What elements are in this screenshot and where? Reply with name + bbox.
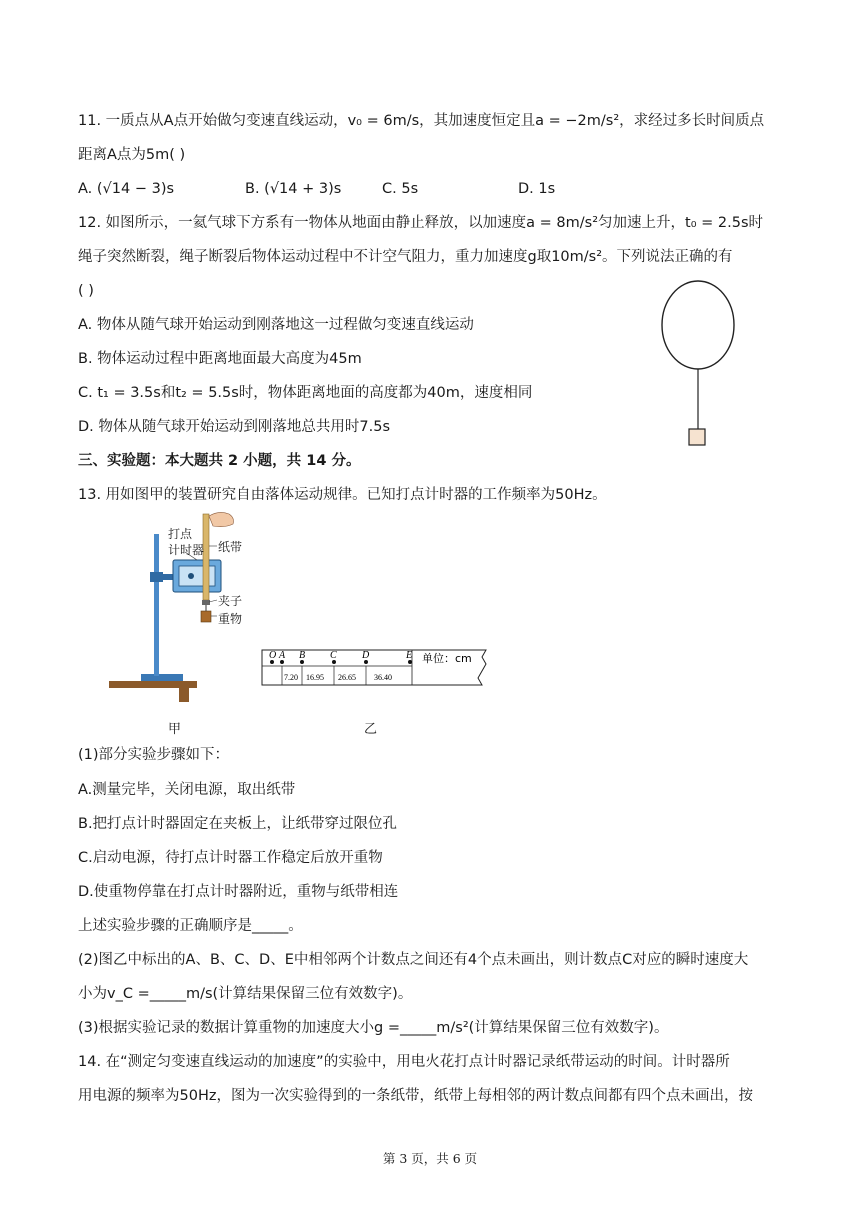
label-timer: 打点 计时器 xyxy=(168,527,205,557)
unit-label: 单位：cm xyxy=(422,652,472,665)
balloon-figure xyxy=(650,275,750,455)
q14-line-2: 用电源的频率为50Hz，图为一次实验得到的一条纸带，纸带上每相邻的两计数点间都有四个点未画出，按 xyxy=(78,1088,753,1104)
point-label-e: E xyxy=(406,650,413,661)
page-footer: 第 3 页，共 6 页 xyxy=(382,1151,478,1166)
label-weight: 重物 xyxy=(218,612,243,626)
q12-option-b: B. 物体运动过程中距离地面最大高度为45m xyxy=(78,351,362,367)
tape-figure xyxy=(258,644,490,690)
q12-line-2: 绳子突然断裂，绳子断裂后物体运动过程中不计空气阻力，重力加速度g取10m/s²。下列说法正确的有 xyxy=(78,249,733,265)
q12-option-c: C. t₁ = 3.5s和t₂ = 5.5s时，物体距离地面的高度都为40m，速度相同 xyxy=(78,385,533,401)
q13-step-d: D.使重物停靠在打点计时器附近，重物与纸带相连 xyxy=(78,884,399,900)
q13-step-a: A.测量完毕，关闭电源，取出纸带 xyxy=(78,782,296,798)
q11-line-2: 距离A点为5m( ) xyxy=(78,147,186,163)
q11-option-d: D. 1s xyxy=(518,181,556,197)
q13-intro: 13. 用如图甲的装置研究自由落体运动规律。已知打点计时器的工作频率为50Hz。 xyxy=(78,487,607,503)
table-top xyxy=(109,681,197,688)
q13-step-b: B.把打点计时器固定在夹板上，让纸带穿过限位孔 xyxy=(78,816,398,832)
table-leg xyxy=(179,688,189,702)
q13-part-3: (3)根据实验记录的数据计算重物的加速度大小g =_____m/s²(计算结果保留三位有效数字)。 xyxy=(78,1020,669,1036)
q13-part-1: (1)部分实验步骤如下： xyxy=(78,747,230,763)
q11-option-a: A. (√14 − 3)s xyxy=(78,181,175,197)
distance-bc: 26.65 xyxy=(338,673,356,682)
weight xyxy=(201,611,211,622)
hand xyxy=(209,512,234,526)
q12-line-1: 12. 如图所示，一氦气球下方系有一物体从地面由静止释放，以加速度a = 8m/s²匀加速上升，t₀ = 2.5s时 xyxy=(78,215,764,231)
section-3-heading: 三、实验题：本大题共 2 小题，共 14 分。 xyxy=(78,453,361,469)
point-label-a: A xyxy=(279,650,286,661)
point-label-c: C xyxy=(330,650,337,661)
hanging-object xyxy=(689,429,705,445)
point-label-b: B xyxy=(299,650,306,661)
q13-part-2b: 小为v_C =_____m/s(计算结果保留三位有效数字)。 xyxy=(78,986,413,1002)
balloon-shape xyxy=(662,281,734,369)
q11-option-c: C. 5s xyxy=(382,181,419,197)
q13-order: 上述实验步骤的正确顺序是_____。 xyxy=(78,918,303,934)
q11-line-1: 11. 一质点从A点开始做匀变速直线运动，v₀ = 6m/s，其加速度恒定且a = −2m/s²，求经过多长时间质点 xyxy=(78,113,765,129)
stand-base xyxy=(141,674,183,681)
q12-line-3: ( ) xyxy=(78,283,94,299)
q11-option-b: B. (√14 + 3)s xyxy=(245,181,342,197)
caption-jia: 甲 xyxy=(168,722,182,737)
q13-part-2a: (2)图乙中标出的A、B、C、D、E中相邻两个计数点之间还有4个点未画出，则计数点C对应的瞬时速度大 xyxy=(78,952,749,968)
point-label-d: D xyxy=(362,650,370,661)
distance-cd: 36.40 xyxy=(374,673,392,682)
q14-line-1: 14. 在“测定匀变速直线运动的加速度”的实验中，用电火花打点计时器记录纸带运动的时间。计时器所 xyxy=(78,1054,730,1070)
label-clip: 夹子 xyxy=(218,594,243,608)
point-label-o: O xyxy=(269,650,277,661)
label-tape: 纸带 xyxy=(218,540,243,554)
q12-option-d: D. 物体从随气球开始运动到刚落地总共用时7.5s xyxy=(78,419,390,435)
q12-option-a: A. 物体从随气球开始运动到刚落地这一过程做匀变速直线运动 xyxy=(78,317,474,333)
clip xyxy=(202,600,210,605)
caption-yi: 乙 xyxy=(364,722,378,737)
stand-rod xyxy=(154,534,159,676)
q13-step-c: C.启动电源，待打点计时器工作稳定后放开重物 xyxy=(78,850,383,866)
distance-oa: 7.20 xyxy=(284,673,298,682)
distance-ab: 16.95 xyxy=(306,673,324,682)
rod-clamp xyxy=(150,572,163,582)
